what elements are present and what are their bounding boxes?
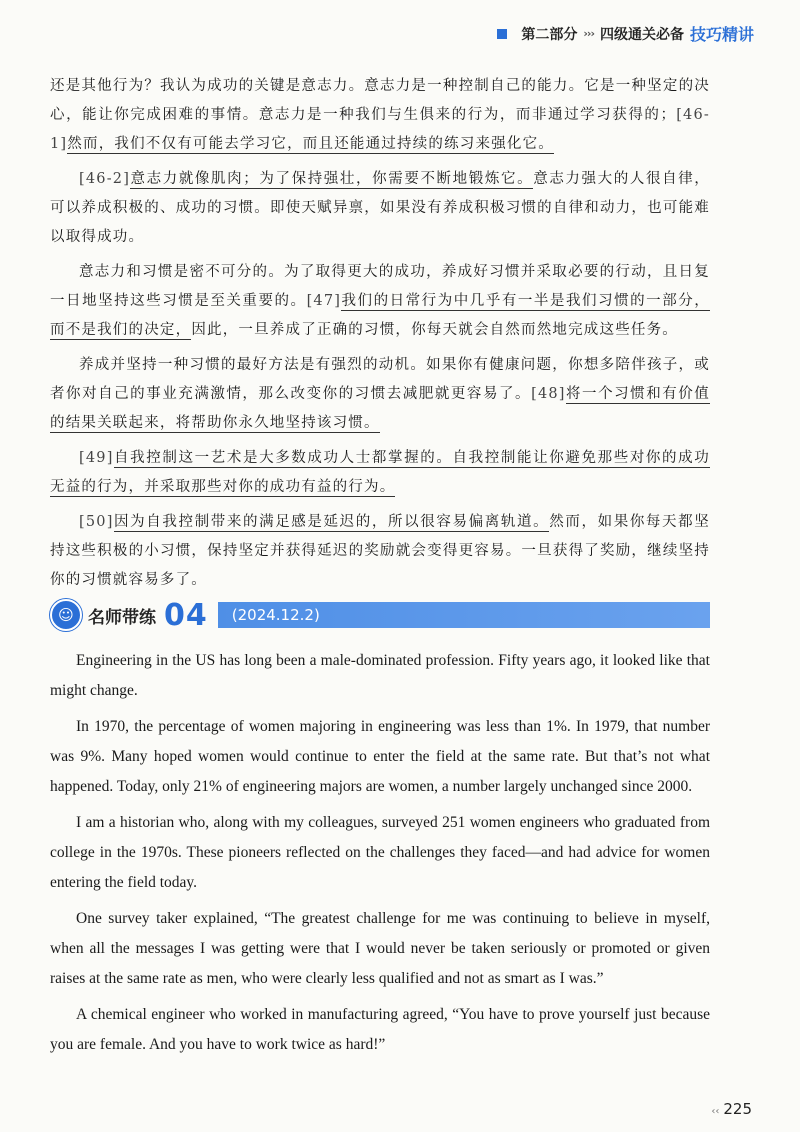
- underlined-sentence: 然而，我们不仅有可能去学习它，而且还能通过持续的练习来强化它。: [67, 136, 554, 152]
- question-tag: [47]: [306, 293, 342, 309]
- question-tag: [46-1]: [50, 107, 710, 152]
- underlined-sentence: 因为自我控制带来的满足感是延迟的，所以很容易偏离轨道。: [113, 514, 550, 530]
- banner-label: 名师带练: [88, 607, 156, 628]
- cn-text: 意志力强大的人很自律，可以养成积极的、成功的习惯。即使天赋异禀，如果没有养成积极习惯的自律和动力，也可能难以取得成功。: [50, 171, 711, 245]
- cn-paragraph: [50, 72, 710, 159]
- banner-date: (2024.12.2): [231, 606, 320, 624]
- cn-text: 意志力和习惯是密不可分的。为了取得更大的成功，养成好习惯并采取必要的行动，且日复一日地坚持这些习惯是至关重要的。: [50, 264, 710, 309]
- header-arrows: ›››: [583, 27, 594, 40]
- page-number: 225: [723, 1100, 752, 1118]
- underlined-sentence: 我们的日常行为中几乎有一半是我们习惯的一部分，而不是我们的决定，: [50, 293, 710, 338]
- footer-arrows: ‹‹: [711, 1106, 720, 1117]
- cn-text: 养成并坚持一种习惯的最好方法是有强烈的动机。如果你有健康问题，你想多陪伴孩子，或者你对自己的事业充满激情，那么改变你的习惯去减肥就更容易了。: [50, 357, 710, 402]
- cn-paragraph: [50, 258, 710, 345]
- cn-paragraph: [50, 444, 710, 502]
- section-marker-icon: [497, 29, 507, 39]
- question-tag: [46-2]: [79, 171, 131, 187]
- underlined-sentence: 意志力就像肌肉；为了保持强壮，你需要不断地锻炼它。: [130, 171, 534, 187]
- banner-date-bar: [218, 602, 710, 628]
- section-banner: [50, 596, 710, 634]
- question-tag: [49]: [79, 450, 114, 466]
- page-footer: [711, 1100, 752, 1118]
- cn-text: 还是其他行为？我认为成功的关键是意志力。意志力是一种控制自己的能力。它是一种坚定的决心，能让你完成困难的事情。意志力是一种我们与生俱来的行为，而非通过学习获得的；: [50, 78, 710, 123]
- en-paragraph: Engineering in the US has long been a male-dominated profession. Fifty years ago, it looked like that might change.: [50, 652, 710, 699]
- chinese-translation: [50, 72, 710, 601]
- cn-paragraph: [50, 351, 710, 438]
- en-paragraph: One survey taker explained, “The greatest challenge for me was continuing to believe in myself, when all the messages I was getting were that I would never be taken seriously or promoted or given raises at the same rate as men, who were clearly less qualified and not as smart as I was.”: [50, 910, 710, 987]
- banner-number: 04: [164, 597, 208, 633]
- english-passage: [50, 646, 710, 1066]
- header-highlight: 技巧精讲: [689, 25, 754, 44]
- question-tag: [48]: [531, 386, 566, 402]
- underlined-sentence: 自我控制这一艺术是大多数成功人士都掌握的。自我控制能让你避免那些对你的成功无益的行为，并采取那些对你的成功有益的行为。: [50, 450, 710, 495]
- en-paragraph: A chemical engineer who worked in manufacturing agreed, “You have to prove yourself just because you are female. And you have to work twice as hard!”: [50, 1006, 710, 1053]
- question-tag: [50]: [79, 514, 114, 530]
- en-paragraph: In 1970, the percentage of women majoring in engineering was less than 1%. In 1979, that number was 9%. Many hoped women would continue to enter the field at the same rate. But that’s not what happened. Today, only 21% of engineering majors are women, a number largely unchanged since 2000.: [50, 718, 710, 795]
- header-subtitle: 四级通关必备: [599, 26, 684, 43]
- page-header: [497, 22, 754, 45]
- cn-paragraph: [50, 165, 710, 252]
- header-part: 第二部分: [521, 26, 578, 43]
- underlined-sentence: 将一个习惯和有价值的结果关联起来，将帮助你永久地坚持该习惯。: [50, 386, 710, 431]
- cn-paragraph: [50, 508, 710, 595]
- teacher-avatar-icon: ☺: [50, 599, 82, 631]
- cn-text: 因此，一旦养成了正确的习惯，你每天就会自然而然地完成这些任务。: [191, 322, 679, 338]
- en-paragraph: I am a historian who, along with my colleagues, surveyed 251 women engineers who graduated from college in the 1970s. These pioneers reflected on the challenges they faced—and had advice for women entering the field today.: [50, 814, 710, 891]
- cn-text: 然而，如果你每天都坚持这些积极的小习惯，保持坚定并获得延迟的奖励就会变得更容易。一旦获得了奖励，继续坚持你的习惯就容易多了。: [50, 514, 710, 588]
